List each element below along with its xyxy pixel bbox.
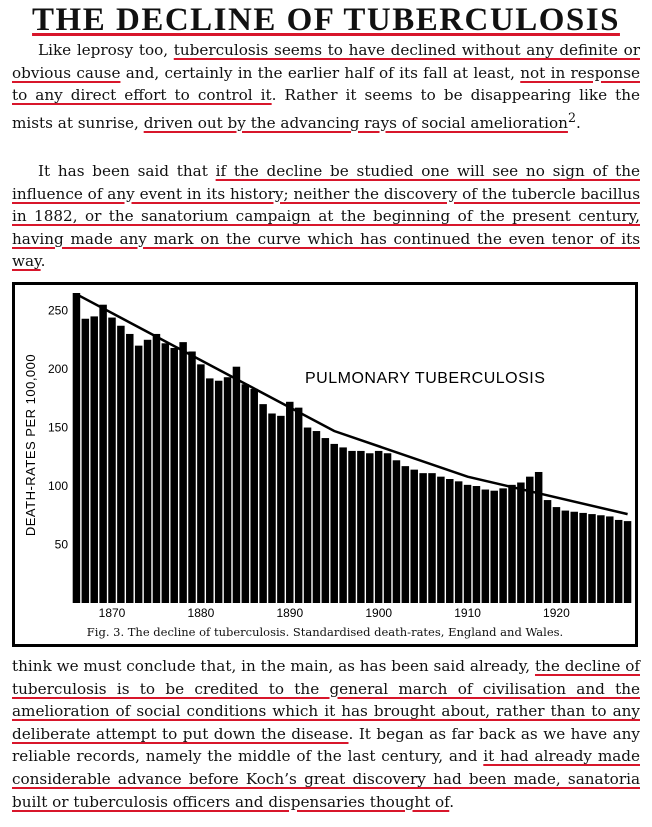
p1-text-4: . [576,113,581,132]
bar-1928 [624,521,631,603]
bar-1914 [499,488,506,603]
bar-1901 [384,453,391,603]
bar-1907 [437,477,444,603]
bar-1889 [277,416,284,603]
x-tick-label-1920: 1920 [543,606,570,620]
x-tick-label-1880: 1880 [187,606,215,620]
bar-1876 [162,343,169,603]
bar-1922 [570,512,577,603]
p3-text-1: think we must conclude that, in the main, as has been said already, [12,657,535,675]
bar-1891 [295,408,302,603]
bar-1910 [464,485,471,603]
bar-1923 [579,513,586,603]
bar-1916 [517,483,524,603]
bar-1920 [553,507,560,603]
p1-highlight-3: driven out by the advancing rays of social amelioration [143,113,568,132]
paragraph-1 [12,39,640,134]
y-tick-label-50: 50 [54,537,68,552]
p2-highlight-1: if the decline be studied one will see no sign of the influence of any event in its history; neither the discovery of the tubercle bacillus in 1882, or the sanatorium campaign at the beginning of the present century, having made any mark on the curve which has continued the even tenor of its way [12,162,640,271]
bar-1912 [482,490,489,603]
p1-highlight-2: not in response to any direct effort to control it [12,63,640,105]
p1-highlight-1: tuberculosis seems to have declined without any definite or obvious cause [12,41,640,82]
figure-caption: Fig. 3. The decline of tuberculosis. Standardised death-rates, England and Wales. [86,625,564,639]
bar-1911 [473,486,480,603]
p1-text-1: Like leprosy too, [38,41,174,59]
x-tick-label-1890: 1890 [276,606,304,620]
y-ticks-group [48,304,68,552]
p1-text-2: and, certainly in the earlier half of its fall at least, [120,63,521,82]
x-tick-label-1900: 1900 [365,606,393,620]
bar-1915 [508,485,515,603]
bars-group [73,293,632,603]
bar-1886 [250,389,257,603]
p3-text-3: . [449,792,455,811]
x-ticks-group [99,606,570,620]
paragraph-2 [12,160,640,273]
bar-1875 [153,334,160,603]
bar-1867 [82,319,89,603]
bar-1895 [330,444,337,603]
y-tick-label-200: 200 [47,362,68,376]
page-title [0,0,652,40]
bar-1896 [339,447,346,603]
y-tick-label-250: 250 [47,303,68,318]
y-tick-label-150: 150 [47,420,68,435]
bar-1883 [224,377,231,603]
bar-1890 [286,402,293,603]
bar-1897 [348,451,355,603]
bar-1868 [90,316,97,603]
bar-1917 [526,477,533,603]
bar-1879 [188,351,195,603]
bar-1880 [197,364,204,603]
bar-1925 [597,515,604,603]
bar-1869 [99,305,106,603]
bar-1924 [588,514,595,603]
chart-title: PULMONARY TUBERCULOSIS [305,370,546,387]
bar-1887 [259,404,266,603]
bar-1885 [242,384,249,603]
bar-1872 [126,334,133,603]
p1-text-3: . Rather it seems to be disappearing like the mists at sunrise, [12,86,640,132]
chart [15,285,635,620]
bar-1874 [144,340,151,603]
p3-highlight-2: it had already made considerable advance before Koch’s great discovery had been made, sanatoria built or tuberculosis officers and dispensaries thought of [12,747,640,811]
p3-highlight-1: the decline of tuberculosis is to be credited to the general march of civilisation and the amelioration of social conditions which it has brought about, rather than to any deliberate attempt to put down the disease [12,657,640,743]
bar-1905 [419,473,426,603]
bar-1881 [206,378,213,603]
bar-1878 [179,342,186,603]
bar-1870 [108,318,115,603]
bar-1900 [375,451,382,603]
bar-1898 [357,451,364,603]
bar-1908 [446,479,453,603]
bar-1893 [313,431,320,603]
bar-1927 [615,520,622,603]
bar-1892 [304,428,311,603]
bar-1888 [268,413,275,603]
footnote-ref: 2 [567,109,576,125]
bar-1882 [215,381,222,603]
bar-1909 [455,481,462,603]
bar-1926 [606,516,613,603]
y-tick-label-100: 100 [47,479,68,493]
bar-1904 [410,470,417,603]
x-tick-label-1870: 1870 [98,606,126,620]
bar-1903 [402,466,409,603]
bar-1877 [170,348,177,603]
bar-1921 [562,511,569,603]
title-text: THE DECLINE OF TUBERCULOSIS [32,2,620,38]
bar-1919 [544,500,551,603]
bar-1894 [322,438,329,603]
p2-text-1: It has been said that [38,162,216,180]
bar-1873 [135,346,142,603]
x-tick-label-1910: 1910 [454,606,481,620]
figure [12,282,638,647]
bar-1902 [393,460,400,603]
bar-1871 [117,326,124,603]
bar-1913 [490,491,497,603]
bar-1884 [233,367,240,603]
bar-1866 [73,293,80,603]
paragraph-3 [12,655,640,813]
bar-1906 [428,473,435,603]
bar-1899 [366,453,373,603]
p3-text-2: . It began as far back as we have any reliable records, namely the middle of the last century, and [12,724,640,766]
y-axis-label: DEATH-RATES PER 100,000 [23,353,38,537]
p2-text-2: . [40,252,46,271]
